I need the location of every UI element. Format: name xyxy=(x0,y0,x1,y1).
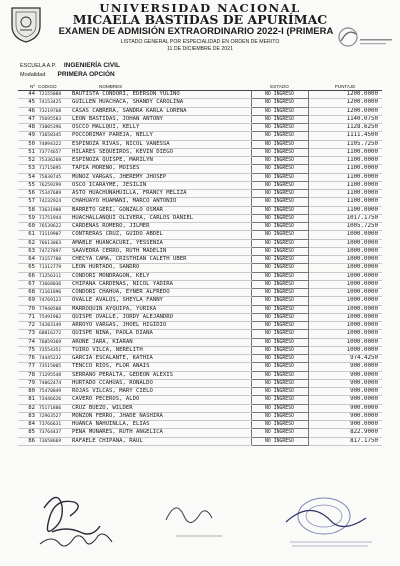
row-number: 44 xyxy=(18,91,38,99)
row-number: 66 xyxy=(18,272,38,280)
admission-status: NO INGRESO xyxy=(251,338,308,346)
results-table xyxy=(18,82,382,446)
applicant-name: CONDORI CHAHUA, EYNER ALFREDO xyxy=(71,289,251,297)
applicant-name: MONZON FERRO, JHADE NASHIRA xyxy=(71,412,251,420)
table-row xyxy=(18,330,382,338)
score-value: 1000.0000 xyxy=(308,280,382,288)
applicant-code: 77940508 xyxy=(38,305,71,313)
table-row xyxy=(18,223,382,231)
applicant-name: AMABLE HUANCACURI, YESSENIA xyxy=(71,239,251,247)
applicant-name: CASAS CABRERA, SANDRA KARLA LORENA xyxy=(71,107,251,115)
school-label: ESCUELA A.P. xyxy=(20,63,57,69)
admission-status: NO INGRESO xyxy=(251,313,308,321)
applicant-name: SAAVEDRA CERRO, RUTH MADELIN xyxy=(71,247,251,255)
school-row xyxy=(20,62,120,70)
admission-status: NO INGRESO xyxy=(251,346,308,354)
admission-status: NO INGRESO xyxy=(251,379,308,387)
score-value: 1000.0000 xyxy=(308,264,382,272)
admission-status: NO INGRESO xyxy=(251,280,308,288)
table-body xyxy=(18,91,382,446)
row-number: 57 xyxy=(18,198,38,206)
applicant-code: 71668036 xyxy=(38,280,71,288)
applicant-name: MARROQUIN AYQUIPA, YURIKA xyxy=(71,305,251,313)
admission-status: NO INGRESO xyxy=(251,305,308,313)
col-score-header: PUNTAJE xyxy=(308,82,382,91)
admission-center-logo-icon xyxy=(336,26,394,50)
applicant-code: 73658345 xyxy=(38,132,71,140)
admission-status: NO INGRESO xyxy=(251,421,308,429)
score-value: 1000.0000 xyxy=(308,256,382,264)
applicant-name: TENCCO RIOS, FLOR ANAIS xyxy=(71,363,251,371)
admission-status: NO INGRESO xyxy=(251,272,308,280)
applicant-code: 71715895 xyxy=(38,165,71,173)
table-row xyxy=(18,346,382,354)
row-number: 67 xyxy=(18,280,38,288)
applicant-code: 73764437 xyxy=(38,429,71,437)
row-number: 82 xyxy=(18,404,38,412)
score-value: 1100.0000 xyxy=(308,190,382,198)
table-row xyxy=(18,421,382,429)
applicant-code: 76539622 xyxy=(38,223,71,231)
table-row xyxy=(18,214,382,222)
score-value: 1200.0000 xyxy=(308,107,382,115)
admission-status: NO INGRESO xyxy=(251,371,308,379)
col-number-header: Nº xyxy=(18,82,38,91)
score-value: 1128.6250 xyxy=(308,124,382,132)
admission-status: NO INGRESO xyxy=(251,148,308,156)
score-value: 817.1750 xyxy=(308,437,382,445)
row-number: 86 xyxy=(18,437,38,445)
score-value: 1140.0750 xyxy=(308,115,382,123)
admission-status: NO INGRESO xyxy=(251,124,308,132)
table-row xyxy=(18,190,382,198)
table-row xyxy=(18,363,382,371)
applicant-name: RAFAELE CHIPANA, RAUL xyxy=(71,437,251,445)
score-value: 1000.0000 xyxy=(308,239,382,247)
score-value: 822.9000 xyxy=(308,429,382,437)
admission-status: NO INGRESO xyxy=(251,264,308,272)
applicant-name: GARCÍA ESCALANTE, KATHIA xyxy=(71,355,251,363)
applicant-code: 74769123 xyxy=(38,297,71,305)
score-value: 1000.0000 xyxy=(308,322,382,330)
table-row xyxy=(18,379,382,387)
score-value: 1100.0000 xyxy=(308,148,382,156)
applicant-name: ESPINOZA QUISPE, MARILYN xyxy=(71,157,251,165)
table-row xyxy=(18,371,382,379)
table-row xyxy=(18,305,382,313)
score-value: 1100.0000 xyxy=(308,198,382,206)
row-number: 46 xyxy=(18,107,38,115)
university-name-line2: MICAELA BASTIDAS DE APURÍMAC xyxy=(72,12,328,27)
score-value: 1000.0000 xyxy=(308,305,382,313)
table-row xyxy=(18,91,382,99)
table-row xyxy=(18,437,382,445)
applicant-name: CRUZ BUEZO, WILDER xyxy=(71,404,251,412)
applicant-code: 73157700 xyxy=(38,256,71,264)
row-number: 63 xyxy=(18,247,38,255)
applicant-code: 76059369 xyxy=(38,338,71,346)
applicant-code: 74383149 xyxy=(38,322,71,330)
school-value: INGENIERÍA CIVIL xyxy=(63,62,120,69)
score-value: 900.0000 xyxy=(308,379,382,387)
table-row xyxy=(18,206,382,214)
applicant-name: CAVERO PECEROS, ALDO xyxy=(71,396,251,404)
applicant-code: 73119907 xyxy=(38,231,71,239)
table-row xyxy=(18,322,382,330)
admission-status: NO INGRESO xyxy=(251,190,308,198)
row-number: 45 xyxy=(18,99,38,107)
score-value: 1000.0000 xyxy=(308,297,382,305)
col-code-header: CODIGO xyxy=(38,82,71,91)
applicant-code: 73554351 xyxy=(38,346,71,354)
applicant-name: POCCORIMAY PAREJA, NELLY xyxy=(71,132,251,140)
applicant-name: ESPINOZA RIVAS, NICOL VANESSA xyxy=(71,140,251,148)
row-number: 53 xyxy=(18,165,38,173)
official-stamp-icon xyxy=(286,498,372,546)
table-row xyxy=(18,231,382,239)
table-row xyxy=(18,132,382,140)
applicant-code: 71256311 xyxy=(38,272,71,280)
admission-status: NO INGRESO xyxy=(251,198,308,206)
score-value: 900.0000 xyxy=(308,363,382,371)
score-value: 1200.0000 xyxy=(308,99,382,107)
page-header xyxy=(0,0,400,70)
table-row xyxy=(18,355,382,363)
applicant-code: 73766631 xyxy=(38,421,71,429)
score-value: 1105.7250 xyxy=(308,140,382,148)
table-row xyxy=(18,338,382,346)
admission-status: NO INGRESO xyxy=(251,115,308,123)
applicant-name: HUANCA ÑAHUINLLA, ELIAS xyxy=(71,421,251,429)
applicant-name: ARONE JARA, KIARAN xyxy=(71,338,251,346)
score-value: 900.0000 xyxy=(308,412,382,420)
table-row xyxy=(18,239,382,247)
row-number: 52 xyxy=(18,157,38,165)
score-value: 1000.0000 xyxy=(308,289,382,297)
admission-status: NO INGRESO xyxy=(251,107,308,115)
exam-title: EXAMEN DE ADMISIÓN EXTRAORDINARIO 2022-I (PRIMERA xyxy=(58,26,334,37)
score-value: 1000.0000 xyxy=(308,330,382,338)
admission-status: NO INGRESO xyxy=(251,206,308,214)
admission-status: NO INGRESO xyxy=(251,214,308,222)
admission-status: NO INGRESO xyxy=(251,247,308,255)
score-value: 1005.7250 xyxy=(308,223,382,231)
row-number: 61 xyxy=(18,231,38,239)
applicant-code: 73631908 xyxy=(38,206,71,214)
table-row xyxy=(18,115,382,123)
admission-status: NO INGRESO xyxy=(251,223,308,231)
row-number: 70 xyxy=(18,305,38,313)
table-row xyxy=(18,388,382,396)
applicant-code: 73219768 xyxy=(38,107,71,115)
table-row xyxy=(18,140,382,148)
table-row xyxy=(18,313,382,321)
applicant-code: 60816272 xyxy=(38,330,71,338)
signature-center-icon xyxy=(166,508,222,536)
applicant-name: ARROYO VARGAS, JHOEL HIGIDIO xyxy=(71,322,251,330)
applicant-name: TUIRO VILCA, NERELITH xyxy=(71,346,251,354)
applicant-name: HILARES SEQUEIROS, KEVIN DIEGO xyxy=(71,148,251,156)
applicant-code: 73446626 xyxy=(38,396,71,404)
admission-status: NO INGRESO xyxy=(251,157,308,165)
applicant-name: QUISPE NINA, PAOLA DIANA xyxy=(71,330,251,338)
applicant-name: ASTO HUACHUÑAHUILLA, FRANCY MELIZA xyxy=(71,190,251,198)
applicant-code: 72963527 xyxy=(38,412,71,420)
admission-status: NO INGRESO xyxy=(251,355,308,363)
applicant-code: 73515005 xyxy=(38,363,71,371)
applicant-code: 73774657 xyxy=(38,148,71,156)
applicant-name: OVALLE AVALOS, SHEYLA FANNY xyxy=(71,297,251,305)
score-value: 900.0000 xyxy=(308,404,382,412)
listing-subtitle: LISTADO GENERAL POR ESPECIALIDAD EN ORDEN DE MERITO xyxy=(120,39,280,45)
admission-status: NO INGRESO xyxy=(251,388,308,396)
applicant-code: 71751944 xyxy=(38,214,71,222)
applicant-name: TAPIA MORENO, MOISES xyxy=(71,165,251,173)
score-value: 1200.0000 xyxy=(308,91,382,99)
row-number: 78 xyxy=(18,371,38,379)
applicant-name: BAUTISTA CONDORI, EDERSON YULIÑO xyxy=(71,91,251,99)
score-value: 1000.0000 xyxy=(308,346,382,354)
row-number: 56 xyxy=(18,190,38,198)
score-value: 1000.0000 xyxy=(308,247,382,255)
score-value: 1000.0000 xyxy=(308,272,382,280)
table-row xyxy=(18,256,382,264)
applicant-code: 75491902 xyxy=(38,313,71,321)
row-number: 64 xyxy=(18,256,38,264)
admission-status: NO INGRESO xyxy=(251,412,308,420)
table-row xyxy=(18,148,382,156)
row-number: 65 xyxy=(18,264,38,272)
applicant-code: 72155088 xyxy=(38,91,71,99)
admission-status: NO INGRESO xyxy=(251,91,308,99)
admission-status: NO INGRESO xyxy=(251,99,308,107)
applicant-code: 75830745 xyxy=(38,173,71,181)
applicant-name: LEÓN HURTADO, SANDRO xyxy=(71,264,251,272)
table-row xyxy=(18,99,382,107)
applicant-name: CHAHUAYO HUAMANI, MARCO ANTONIO xyxy=(71,198,251,206)
admission-status: NO INGRESO xyxy=(251,132,308,140)
row-number: 50 xyxy=(18,140,38,148)
table-row xyxy=(18,165,382,173)
row-number: 54 xyxy=(18,173,38,181)
applicant-code: 73005396 xyxy=(38,124,71,132)
applicant-code: 74062474 xyxy=(38,379,71,387)
table-row xyxy=(18,247,382,255)
row-number: 85 xyxy=(18,429,38,437)
row-number: 69 xyxy=(18,297,38,305)
score-value: 1100.0000 xyxy=(308,165,382,173)
row-number: 75 xyxy=(18,346,38,354)
applicant-name: LEÓN BASTIDAS, JOHAN ANTONY xyxy=(71,115,251,123)
applicant-name: HUACHALLANQUI OLIVERA, CARLOS DANIEL xyxy=(71,214,251,222)
applicant-name: ROJAS VILCAS, MARY CIELO xyxy=(71,388,251,396)
admission-status: NO INGRESO xyxy=(251,330,308,338)
table-row xyxy=(18,107,382,115)
applicant-code: 71161896 xyxy=(38,289,71,297)
applicant-name: BARRETO GERI, GONZALO OSMAR xyxy=(71,206,251,214)
applicant-code: 74727897 xyxy=(38,247,71,255)
applicant-name: QUISPE OVALLE, JORDY ALEJANDRO xyxy=(71,313,251,321)
admission-status: NO INGRESO xyxy=(251,297,308,305)
row-number: 68 xyxy=(18,289,38,297)
applicant-code: 75470849 xyxy=(38,388,71,396)
applicant-code: 74232924 xyxy=(38,198,71,206)
row-number: 72 xyxy=(18,322,38,330)
admission-status: NO INGRESO xyxy=(251,140,308,148)
applicant-code: 76613063 xyxy=(38,239,71,247)
admission-status: NO INGRESO xyxy=(251,289,308,297)
score-value: 900.0000 xyxy=(308,421,382,429)
row-number: 79 xyxy=(18,379,38,387)
applicant-code: 75171806 xyxy=(38,404,71,412)
table-row xyxy=(18,272,382,280)
applicant-code: 71312779 xyxy=(38,264,71,272)
applicant-name: GUILLÉN HUACHACA, SHANDY CAROLINA xyxy=(71,99,251,107)
admission-status: NO INGRESO xyxy=(251,363,308,371)
applicant-code: 74894322 xyxy=(38,140,71,148)
score-value: 900.0000 xyxy=(308,371,382,379)
admission-status: NO INGRESO xyxy=(251,437,308,445)
table-row xyxy=(18,157,382,165)
admission-status: NO INGRESO xyxy=(251,181,308,189)
applicant-code: 76259299 xyxy=(38,181,71,189)
row-number: 76 xyxy=(18,355,38,363)
table-row xyxy=(18,396,382,404)
applicant-name: CHIPANA CARDENAS, NICOL YADIRA xyxy=(71,280,251,288)
applicant-name: SERRANO PERALTA, GEDEON ALEXIS xyxy=(71,371,251,379)
row-number: 58 xyxy=(18,206,38,214)
modality-label: Modalidad xyxy=(20,72,46,78)
admission-status: NO INGRESO xyxy=(251,239,308,247)
score-value: 900.0000 xyxy=(308,388,382,396)
table-row xyxy=(18,173,382,181)
applicant-code: 75347689 xyxy=(38,190,71,198)
table-row xyxy=(18,429,382,437)
table-row xyxy=(18,181,382,189)
table-row xyxy=(18,297,382,305)
score-value: 1000.0000 xyxy=(308,338,382,346)
applicant-code: 75695583 xyxy=(38,115,71,123)
applicant-name: OSCO ICARAYME, JESILIN xyxy=(71,181,251,189)
signatures-area xyxy=(0,486,400,566)
row-number: 77 xyxy=(18,363,38,371)
table-row xyxy=(18,404,382,412)
applicant-name: CONTRERAS CRUZ, GUIDO ABDEL xyxy=(71,231,251,239)
row-number: 51 xyxy=(18,148,38,156)
row-number: 73 xyxy=(18,330,38,338)
table-row xyxy=(18,264,382,272)
admission-status: NO INGRESO xyxy=(251,429,308,437)
row-number: 84 xyxy=(18,421,38,429)
row-number: 62 xyxy=(18,239,38,247)
table-header-row xyxy=(18,82,382,91)
applicant-name: OSCCO MALLQUI, KELLY xyxy=(71,124,251,132)
applicant-name: CARDENAS ROMERO, JILMER xyxy=(71,223,251,231)
score-value: 1100.0000 xyxy=(308,181,382,189)
university-name: UNIVERSIDAD NACIONAL xyxy=(99,1,301,15)
admission-status: NO INGRESO xyxy=(251,322,308,330)
applicant-name: PEÑA MUÑARES, RUTH ANGELICA xyxy=(71,429,251,437)
row-number: 81 xyxy=(18,396,38,404)
table-row xyxy=(18,412,382,420)
score-value: 900.0000 xyxy=(308,396,382,404)
score-value: 1000.0000 xyxy=(308,231,382,239)
score-value: 1100.0000 xyxy=(308,173,382,181)
score-value: 1100.0000 xyxy=(308,206,382,214)
applicant-code: 75336268 xyxy=(38,157,71,165)
signature-left-icon xyxy=(40,497,112,546)
col-names-header: NOMBRES xyxy=(71,82,251,91)
row-number: 83 xyxy=(18,412,38,420)
admission-status: NO INGRESO xyxy=(251,231,308,239)
applicant-code: 71295548 xyxy=(38,371,71,379)
applicant-code: 74153425 xyxy=(38,99,71,107)
applicant-name: CHECYA CAMA, CRISTHIAN CALETH UBER xyxy=(71,256,251,264)
score-value: 1000.0000 xyxy=(308,313,382,321)
col-status-header: ESTADO xyxy=(251,82,308,91)
admission-status: NO INGRESO xyxy=(251,256,308,264)
admission-status: NO INGRESO xyxy=(251,396,308,404)
row-number: 80 xyxy=(18,388,38,396)
row-number: 55 xyxy=(18,181,38,189)
admission-status: NO INGRESO xyxy=(251,173,308,181)
applicant-name: CONDORI MONDRAGON, KELY xyxy=(71,272,251,280)
table-row xyxy=(18,124,382,132)
row-number: 59 xyxy=(18,214,38,222)
exam-date: 11 DE DICIEMBRE DE 2021 xyxy=(167,46,233,52)
modality-row xyxy=(20,71,115,79)
row-number: 71 xyxy=(18,313,38,321)
row-number: 60 xyxy=(18,223,38,231)
applicant-name: HURTADO CCAHUAS, RONALDO xyxy=(71,379,251,387)
score-value: 974.4250 xyxy=(308,355,382,363)
score-value: 1017.1750 xyxy=(308,214,382,222)
applicant-code: 73658669 xyxy=(38,437,71,445)
table-row xyxy=(18,198,382,206)
admission-status: NO INGRESO xyxy=(251,165,308,173)
row-number: 48 xyxy=(18,124,38,132)
score-value: 1100.0000 xyxy=(308,157,382,165)
score-value: 1111.4500 xyxy=(308,132,382,140)
applicant-code: 74445232 xyxy=(38,355,71,363)
row-number: 49 xyxy=(18,132,38,140)
modality-value: PRIMERA OPCIÓN xyxy=(57,71,115,78)
admission-status: NO INGRESO xyxy=(251,404,308,412)
row-number: 47 xyxy=(18,115,38,123)
table-row xyxy=(18,289,382,297)
applicant-name: MUÑOZ VARGAS, JHEREMY JHOSEP xyxy=(71,173,251,181)
table-row xyxy=(18,280,382,288)
row-number: 74 xyxy=(18,338,38,346)
